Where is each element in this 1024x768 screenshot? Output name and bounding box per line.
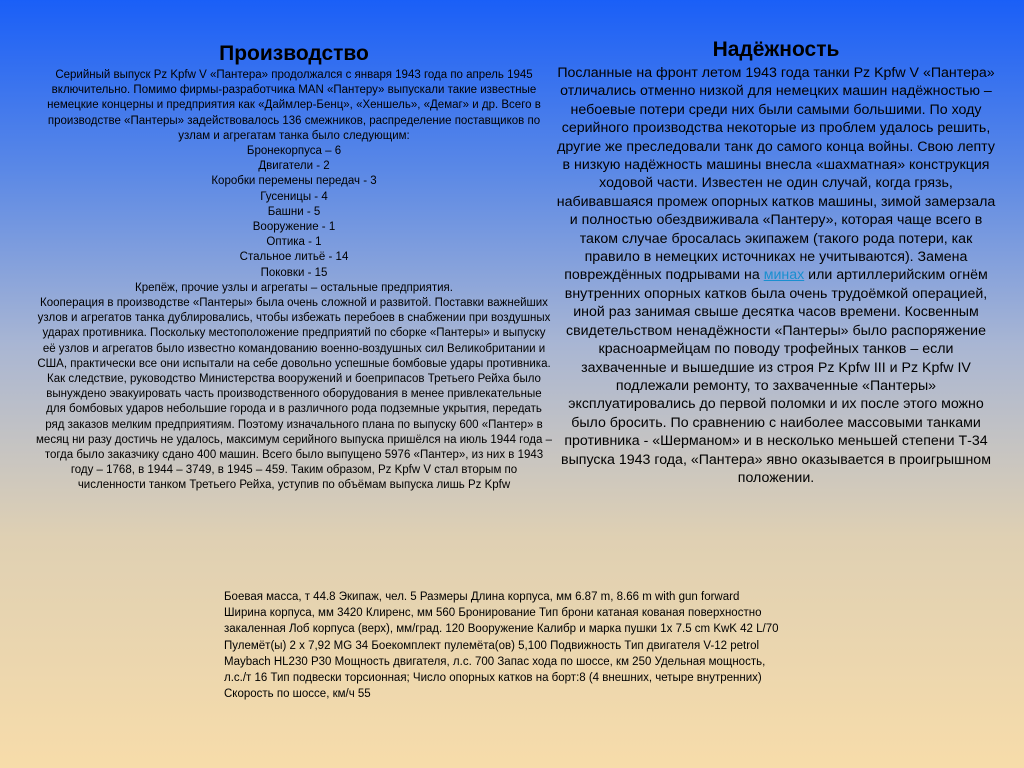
list-item: Бронекорпуса – 6 [246,145,342,158]
supplier-list [36,144,552,296]
list-item: Башни - 5 [267,205,321,218]
list-item: Оптика - 1 [266,236,322,249]
list-item: Двигатели - 2 [258,160,330,173]
specifications-text: Боевая масса, т 44.8 Экипаж, чел. 5 Размеры Длина корпуса, мм 6.87 m, 8.66 m with gun forward Ширина корпуса, мм 3420 Клиренс, мм 560 Бронирование Тип брони катаная кованая поверхностно закаленная Лоб корпуса (верх), мм/град. 120 Вооружение Калибр и марка пушки 1x 7.5 cm KwK 42 L/70 Пулемёт(ы) 2 x 7,92 MG 34 Боекомплект пулемёта(ов) 5,100 Подвижность Тип двигателя V-12 petrol Maybach HL230 P30 Мощность двигателя, л.с. 700 Запас хода по шоссе, км 250 Удельная мощность, л.с./т 16 Тип подвески торсионная; Число опорных катков на борт:8 (4 внешних, четыре внутренних) Скорость по шоссе, км/ч 55 [224,591,779,701]
reliability-text-part-2: или артиллерийским огнём внутренних опорных катков была очень трудоёмкой операцией, иной раз занимая свыше десятка часов времени. Косвенным свидетельством ненадёжности «Пантеры» было распоряжение красноармейцам по поводу трофейных танков – если захваченные и вышедшие из строя Pz Kpfw III и Pz Kpfw IV подлежали ремонту, то захваченные «Пантеры» эксплуатировались до первой поломки и их после этого можно было бросить. По сравнению с наиболее массовыми танками противника - «Шерманом» и в несколько меньшей степени Т-34 выпуска 1943 года, «Пантера» явно оказывается в проигрышном положении. [561,267,991,486]
list-item: Вооружение - 1 [252,221,336,234]
production-cooperation: Кооперация в производстве «Пантеры» была очень сложной и развитой. Поставки важнейших узлов и агрегатов танка дублировались, чтобы избежать перебоев в снабжении при воздушных ударах противника. Поскольку местоположение предприятий по сборке «Пантеры» и выпуску её узлов и агрегатов было известно командованию военно-воздушных сил Великобритании и США, практически все они испытали на себе довольно успешные бомбовые удары противника. Как следствие, руководство Министерства вооружений и боеприпасов Третьего Рейха было вынуждено эвакуировать часть производственного оборудования в менее привлекательные для бомбовых ударов небольшие города и в различного рода подземные укрытия, передать ряд заказов мелким предприятиям. Поэтому изначального плана по выпуску 600 «Пантер» в месяц ни разу достичь не удалось, максимум серийного выпуска пришёлся на июль 1944 года – тогда было заказчику сдано 400 машин. Всего было выпущено 5976 «Пантер», из них в 1943 году – 1768, в 1944 – 3749, в 1945 – 459. Таким образом, Pz Kpfw V стал вторым по численности танком Третьего Рейха, уступив по объёмам выпуска лишь Pz Kpfw [36,297,552,492]
reliability-text-part-1: Посланные на фронт летом 1943 года танки Pz Kpfw V «Пантера» отличались отменно низкой для немецких машин надёжностью – небоевые потери среди них были самыми большими. По ходу серийного производства некоторые из проблем удалось решить, другие же преследовали танк до самого конца войны. Свою лепту в низкую надёжность машины внесла «шахматная» конструкция ходовой части. Известен не один случай, когда грязь, набивавшаяся промеж опорных катков машины, зимой замерзала и полностью обездвиживала «Пантеру», которая чаще всего в таком случае бросалась экипажем (такого рода потери, как правило в немецких источниках не учитываются). Замена повреждённых подрывами на [556,65,996,284]
list-item: Гусеницы - 4 [260,190,328,203]
list-item: Стальное литьё - 14 [239,251,349,264]
production-intro: Серийный выпуск Pz Kpfw V «Пантера» продолжался с января 1943 года по апрель 1945 включительно. Помимо фирмы-разработчика MAN «Пантеру» выпускали такие известные немецкие концерны и предприятия как «Даймлер-Бенц», «Хеншель», «Демаг» и др. Всего в производстве «Пантеры» задействовалось 136 смежников, распределение поставщиков по узлам и агрегатам танка было следующим: [47,69,541,142]
mines-link[interactable]: минах [763,267,805,284]
production-title: Производство [219,42,369,65]
list-item: Коробки перемены передач - 3 [211,175,377,188]
reliability-text [556,64,996,487]
reliability-section [556,36,996,487]
production-section [36,40,552,494]
list-item: Поковки - 15 [260,266,328,279]
list-item: Крепёж, прочие узлы и агрегаты – остальные предприятия. [135,281,453,294]
reliability-title: Надёжность [712,38,840,61]
